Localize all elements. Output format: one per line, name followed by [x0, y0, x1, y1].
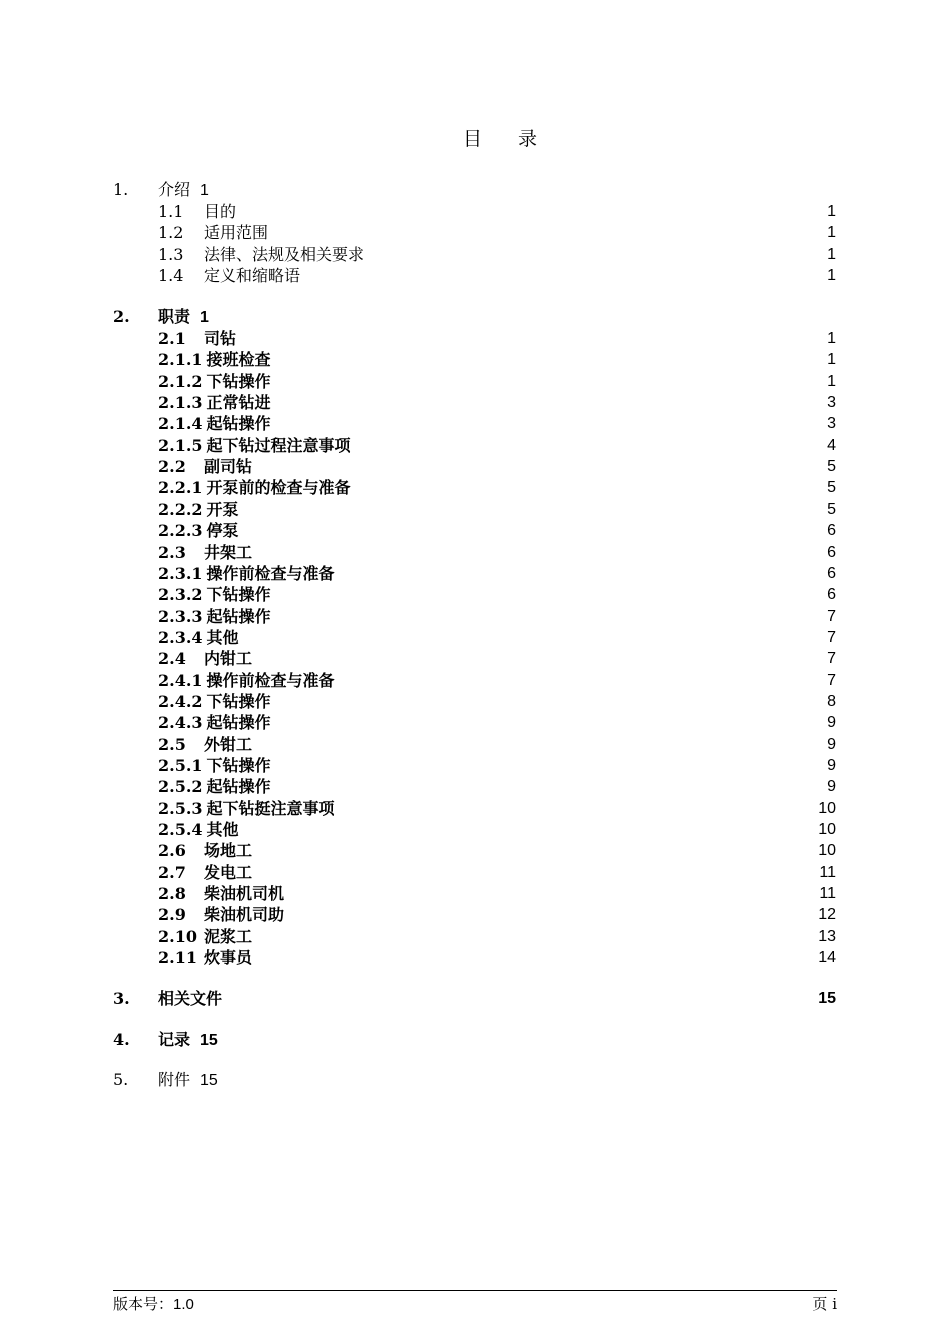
toc-entry[interactable] — [0, 606, 950, 627]
toc-entry-number: 2.3.3 — [158, 606, 203, 626]
toc-entry-number: 2.9 — [158, 905, 186, 925]
toc-entry-label: 场地工 — [204, 841, 253, 861]
toc-page-number: 1 — [200, 182, 209, 199]
toc-page-number: 3 — [827, 394, 836, 412]
toc-entry[interactable] — [0, 904, 950, 925]
toc-entry[interactable] — [0, 627, 950, 648]
toc-section-label: 相关文件 — [158, 989, 223, 1008]
toc-entry-number: 2.8 — [158, 884, 186, 904]
toc-entry[interactable] — [0, 477, 950, 498]
toc-entry-number: 2.1.1 — [158, 350, 203, 370]
toc-page-number: 1 — [827, 246, 836, 263]
toc-section-label: 介绍 — [158, 180, 191, 199]
toc-entry-label: 柴油机司机 — [204, 884, 285, 904]
toc-entry-label: 外钳工 — [204, 734, 253, 754]
toc-entry-number: 2.5.2 — [158, 777, 203, 797]
toc-entry-number: 2.1.4 — [158, 414, 203, 434]
toc-entry-label: 泥浆工 — [204, 926, 253, 946]
toc-entry[interactable] — [0, 648, 950, 669]
toc-entry[interactable] — [0, 798, 950, 819]
toc-page-number: 11 — [819, 863, 836, 881]
toc-page-number: 7 — [827, 628, 836, 646]
toc-entry-number: 1.1 — [158, 202, 184, 221]
toc-entry[interactable] — [0, 840, 950, 861]
toc-entry-label: 内钳工 — [204, 649, 253, 669]
toc-section[interactable] — [0, 1069, 950, 1090]
toc-page-number: 15 — [200, 1072, 218, 1089]
title-char-2: 录 — [518, 128, 538, 150]
toc-page-number: 14 — [818, 949, 836, 967]
toc-section-number: 5. — [113, 1070, 129, 1089]
toc-entry-number: 2.5.4 — [158, 820, 203, 840]
toc-entry[interactable] — [0, 435, 950, 456]
toc-page-number: 8 — [827, 692, 836, 710]
toc-section-number: 1. — [113, 180, 129, 199]
toc-entry-label: 井架工 — [204, 542, 253, 562]
toc-page-number: 6 — [827, 586, 836, 604]
toc-page-number: 6 — [827, 564, 836, 582]
toc-page-number: 9 — [827, 757, 836, 774]
toc-entry[interactable] — [0, 563, 950, 584]
toc-entry[interactable] — [0, 776, 950, 797]
toc-entry[interactable] — [0, 499, 950, 520]
toc-entry[interactable] — [0, 734, 950, 755]
toc-page-number: 15 — [200, 1032, 218, 1049]
toc-entry[interactable] — [0, 819, 950, 840]
toc-entry-number: 2.1.2 — [158, 371, 203, 391]
toc-page-number: 9 — [827, 778, 836, 796]
toc-entry-label: 司钻 — [204, 329, 237, 348]
toc-entry-number: 2.11 — [158, 948, 197, 968]
footer-divider — [113, 1290, 837, 1291]
toc-entry[interactable] — [0, 244, 950, 265]
toc-entry-label: 起下钻过程注意事项 — [206, 435, 351, 455]
footer-version-number: 1.0 — [173, 1296, 194, 1313]
toc-entry[interactable] — [0, 670, 950, 691]
toc-page-number: 6 — [827, 522, 836, 540]
toc-entry-label: 定义和缩略语 — [204, 266, 301, 285]
toc-entry-label: 柴油机司助 — [204, 905, 285, 925]
toc-entry[interactable] — [0, 584, 950, 605]
toc-entry-label: 起钻操作 — [206, 713, 271, 733]
toc-entry-label: 下钻操作 — [206, 691, 271, 711]
toc-page-number: 13 — [818, 927, 836, 945]
toc-entry-number: 2.2.3 — [158, 521, 203, 541]
toc-page-number: 6 — [827, 543, 836, 561]
toc-entry-label: 其他 — [206, 820, 239, 840]
toc-page-number: 7 — [827, 607, 836, 625]
toc-entry-label: 适用范围 — [204, 223, 269, 242]
toc-section[interactable] — [0, 306, 950, 327]
toc-entry-label: 正常钻进 — [206, 393, 271, 413]
toc-page-number: 12 — [818, 906, 836, 924]
toc-entry[interactable] — [0, 413, 950, 434]
toc-entry-label: 起钻操作 — [206, 606, 271, 626]
toc-entry-label: 停泵 — [206, 521, 239, 541]
toc-entry-number: 2.3.4 — [158, 627, 203, 647]
toc-page-number: 1 — [827, 224, 836, 241]
toc-entry[interactable] — [0, 392, 950, 413]
toc-entry-number: 2.1.3 — [158, 393, 203, 413]
toc-entry-number: 2.1 — [158, 329, 186, 348]
toc-entry-label: 其他 — [206, 627, 239, 647]
toc-page-number: 1 — [827, 330, 836, 347]
toc-entry[interactable] — [0, 862, 950, 883]
toc-entry-label: 下钻操作 — [206, 756, 271, 775]
toc-entry-number: 2.7 — [158, 862, 186, 882]
toc-entry[interactable] — [0, 755, 950, 776]
toc-entry-number: 2.4.3 — [158, 713, 203, 733]
toc-entry-number: 2.5.3 — [158, 798, 203, 818]
toc-page-number: 1 — [827, 267, 836, 284]
title-char-1: 目 — [462, 128, 482, 150]
toc-page-number: 9 — [827, 714, 836, 732]
toc-entry-number: 2.2.1 — [158, 478, 203, 498]
footer-version-label: 版本号： — [113, 1295, 174, 1313]
toc-section[interactable] — [0, 1029, 950, 1050]
toc-entry[interactable] — [0, 947, 950, 968]
toc-page-number: 3 — [827, 415, 836, 433]
toc-section-label: 职责 — [158, 307, 191, 326]
toc-entry-label: 操作前检查与准备 — [206, 563, 335, 583]
page-title — [0, 124, 950, 151]
toc-entry[interactable] — [0, 883, 950, 904]
toc-entry-number: 2.3.2 — [158, 585, 203, 605]
toc-entry-number: 1.3 — [158, 245, 184, 264]
toc-section-number: 3. — [113, 989, 130, 1008]
toc-section[interactable] — [0, 988, 950, 1009]
toc-entry-label: 炊事员 — [204, 948, 253, 968]
toc-entry-number: 1.2 — [158, 223, 184, 242]
toc-entry-number: 2.1.5 — [158, 435, 203, 455]
toc-page-number: 10 — [818, 799, 836, 817]
toc-page-number: 9 — [827, 735, 836, 753]
toc-entry-label: 发电工 — [204, 862, 253, 882]
toc-page-number: 10 — [818, 842, 836, 860]
toc-entry[interactable] — [0, 691, 950, 712]
toc-entry-number: 2.2.2 — [158, 499, 203, 519]
toc-entry-number: 2.4.2 — [158, 691, 203, 711]
toc-entry-label: 接班检查 — [206, 350, 271, 370]
toc-entry-number: 2.5 — [158, 734, 186, 754]
toc-entry-label: 开泵前的检查与准备 — [206, 478, 351, 498]
toc-entry-number: 2.4.1 — [158, 670, 203, 690]
toc-entry[interactable] — [0, 542, 950, 563]
toc-entry-label: 下钻操作 — [206, 371, 271, 391]
toc-entry-number: 2.3 — [158, 542, 186, 562]
toc-entry[interactable] — [0, 201, 950, 222]
toc-page-number: 1 — [827, 203, 836, 220]
toc-page-number: 10 — [818, 821, 836, 839]
toc-entry-label: 目的 — [204, 202, 237, 221]
toc-entry-label: 开泵 — [206, 499, 239, 519]
toc-entry-label: 操作前检查与准备 — [206, 670, 335, 690]
toc-page-number: 5 — [827, 500, 836, 518]
toc-section-label: 附件 — [158, 1070, 191, 1089]
toc-entry[interactable] — [0, 328, 950, 349]
toc-section[interactable] — [0, 179, 950, 200]
toc-entry-number: 1.4 — [158, 266, 184, 285]
toc-section-number: 4. — [113, 1030, 130, 1049]
toc-page-number: 1 — [827, 372, 836, 390]
toc-entry[interactable] — [0, 712, 950, 733]
toc-page-number: 4 — [827, 436, 836, 454]
toc-page-number: 15 — [818, 990, 836, 1007]
toc-entry[interactable] — [0, 349, 950, 370]
toc-entry[interactable] — [0, 222, 950, 243]
toc-entry-number: 2.10 — [158, 926, 197, 946]
toc-entry-label: 法律、法规及相关要求 — [204, 245, 365, 264]
toc-page-number: 1 — [827, 351, 836, 369]
toc-entry-number: 2.5.1 — [158, 756, 203, 775]
toc-entry-number: 2.3.1 — [158, 563, 203, 583]
toc-entry-number: 2.4 — [158, 649, 186, 669]
toc-page-number: 11 — [819, 885, 836, 903]
toc-entry[interactable] — [0, 926, 950, 947]
toc-entry-label: 起钻操作 — [206, 414, 271, 434]
toc-page-number: 7 — [827, 650, 836, 668]
toc-entry-number: 2.2 — [158, 457, 186, 477]
toc-entry[interactable] — [0, 371, 950, 392]
toc-entry[interactable] — [0, 265, 950, 286]
toc-entry-label: 起下钻挺注意事项 — [206, 798, 335, 818]
toc-section-label: 记录 — [158, 1030, 191, 1049]
toc-page-number: 5 — [827, 479, 836, 497]
toc-page-number: 7 — [827, 671, 836, 689]
toc-page-number: 5 — [827, 458, 836, 476]
toc-entry-label: 副司钻 — [204, 457, 253, 477]
toc-section-number: 2. — [113, 307, 130, 326]
footer-page-label: 页 i — [812, 1295, 837, 1313]
toc-entry[interactable] — [0, 456, 950, 477]
footer-version — [113, 1293, 194, 1314]
toc-entry-label: 起钻操作 — [206, 777, 271, 797]
toc-entry-label: 下钻操作 — [206, 585, 271, 605]
toc-entry-number: 2.6 — [158, 841, 186, 861]
toc-entry[interactable] — [0, 520, 950, 541]
toc-page-number: 1 — [200, 309, 209, 326]
